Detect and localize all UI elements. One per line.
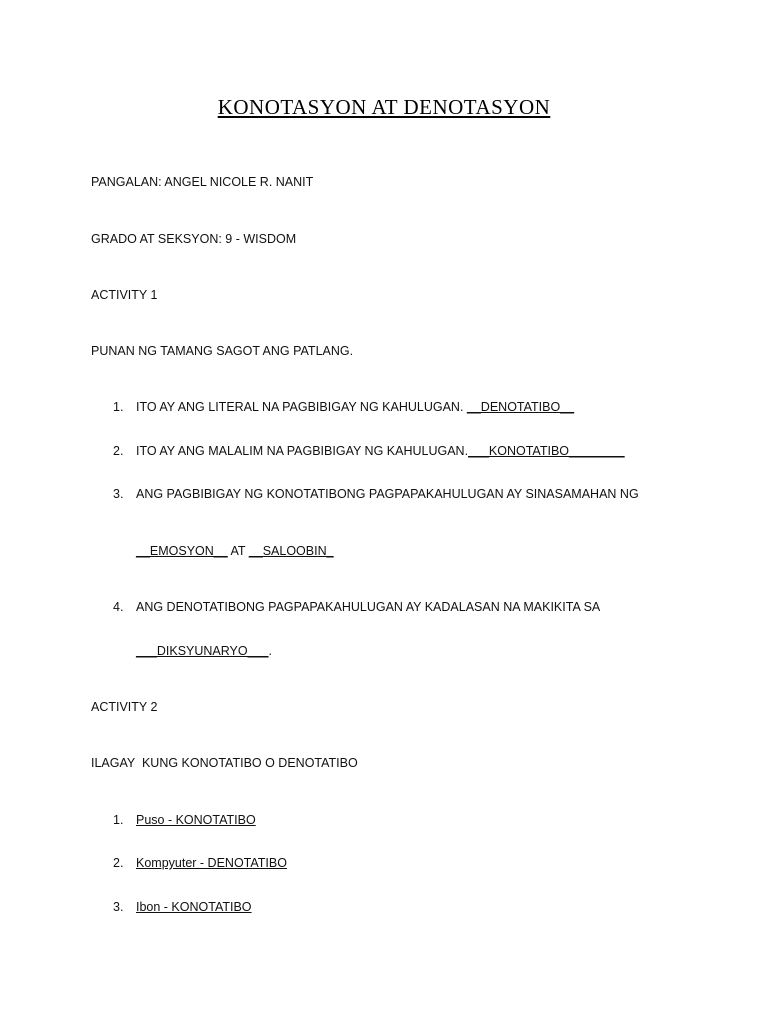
answer-line bbox=[136, 643, 272, 659]
question-text: ANG PAGBIBIGAY NG KONOTATIBONG PAGPAPAKAHULUGAN AY SINASAMAHAN NG bbox=[136, 487, 639, 501]
answer-item: Puso - KONOTATIBO bbox=[136, 813, 256, 827]
answer-item: Ibon - KONOTATIBO bbox=[136, 900, 252, 914]
question-item bbox=[136, 399, 574, 415]
question-text: ITO AY ANG LITERAL NA PAGBIBIGAY NG KAHULUGAN. bbox=[136, 400, 467, 414]
item-number: 3. bbox=[113, 900, 124, 914]
item-number: 2. bbox=[113, 856, 124, 870]
answer-blank: ___KONOTATIBO________ bbox=[468, 444, 625, 458]
answer-blank: ___DIKSYUNARYO___ bbox=[136, 644, 269, 658]
item-number: 3. bbox=[113, 487, 124, 501]
answer-blank: __SALOOBIN_ bbox=[248, 544, 334, 558]
activity1-heading: ACTIVITY 1 bbox=[91, 288, 158, 302]
grade-section: GRADO AT SEKSYON: 9 - WISDOM bbox=[91, 232, 297, 246]
answer-blank: __EMOSYON__ bbox=[136, 544, 228, 558]
answer-suffix: . bbox=[268, 644, 272, 658]
answer-connector: AT bbox=[227, 544, 249, 558]
question-item bbox=[136, 443, 625, 459]
item-number: 1. bbox=[113, 400, 124, 414]
answer-item: Kompyuter - DENOTATIBO bbox=[136, 856, 287, 870]
page-title: KONOTASYON AT DENOTASYON bbox=[217, 95, 551, 119]
item-number: 2. bbox=[113, 444, 124, 458]
item-number: 1. bbox=[113, 813, 124, 827]
item-number: 4. bbox=[113, 600, 124, 614]
activity1-instruction: PUNAN NG TAMANG SAGOT ANG PATLANG. bbox=[91, 344, 354, 358]
question-text: ITO AY ANG MALALIM NA PAGBIBIGAY NG KAHULUGAN. bbox=[136, 444, 469, 458]
answer-blank: __DENOTATIBO__ bbox=[466, 400, 575, 414]
question-text: ANG DENOTATIBONG PAGPAPAKAHULUGAN AY KADALASAN NA MAKIKITA SA bbox=[136, 600, 601, 614]
student-name: PANGALAN: ANGEL NICOLE R. NANIT bbox=[91, 175, 314, 189]
activity2-heading: ACTIVITY 2 bbox=[91, 700, 158, 714]
answer-line bbox=[136, 543, 334, 559]
activity2-instruction: ILAGAY KUNG KONOTATIBO O DENOTATIBO bbox=[91, 756, 358, 770]
